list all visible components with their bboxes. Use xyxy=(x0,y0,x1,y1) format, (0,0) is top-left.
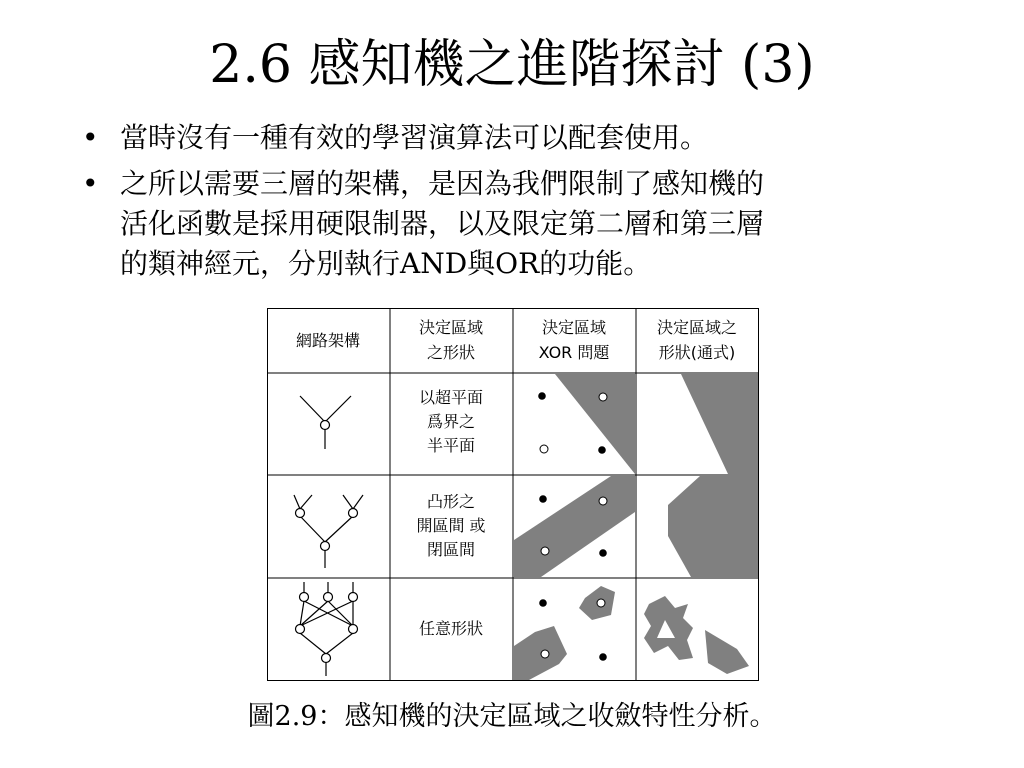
general-convex-region xyxy=(668,476,758,577)
header-general: 決定區域之 xyxy=(656,318,738,337)
bullet-item xyxy=(78,118,978,158)
header-xor: 決定區域 xyxy=(541,318,607,337)
decision-region-figure xyxy=(267,308,759,686)
header-region-shape: 之形狀 xyxy=(426,343,476,362)
bullet-dot-icon: • xyxy=(82,167,99,200)
two-layer-network-icon xyxy=(294,495,363,568)
header-region-shape: 決定區域 xyxy=(418,318,484,337)
xor-arbitrary-plot xyxy=(514,586,615,680)
shape-label: 開區間 或 xyxy=(416,516,486,535)
single-layer-network-icon xyxy=(300,396,351,449)
shape-label: 凸形之 xyxy=(426,492,476,511)
three-layer-network-icon xyxy=(296,582,358,676)
bullet-dot-icon: • xyxy=(82,121,99,154)
bullet-line: 活化函數是採用硬限制器，以及限定第二層和第三層 xyxy=(120,207,765,240)
shape-label: 以超平面 xyxy=(418,388,484,407)
shape-label: 任意形狀 xyxy=(418,619,484,638)
general-halfplane-region xyxy=(681,374,758,474)
bullet-item xyxy=(78,164,978,284)
slide-title: 2.6 感知機之進階探討 (3) xyxy=(209,35,815,95)
bullet-line: 當時沒有一種有效的學習演算法可以配套使用。 xyxy=(120,121,709,154)
bullet-list xyxy=(78,118,978,290)
bullet-line: 的類神經元，分別執行AND與OR的功能。 xyxy=(120,247,652,280)
shape-label: 半平面 xyxy=(426,436,476,455)
figure-caption: 圖2.9：感知機的決定區域之收斂特性分析。 xyxy=(247,701,777,732)
bullet-line: 之所以需要三層的架構，是因為我們限制了感知機的 xyxy=(120,167,765,200)
header-xor: XOR 問題 xyxy=(538,343,610,362)
shape-label: 閉區間 xyxy=(426,540,476,559)
xor-halfplane-plot xyxy=(538,374,635,474)
general-arbitrary-region xyxy=(644,596,749,674)
shape-label: 爲界之 xyxy=(426,412,476,431)
header-network: 網路架構 xyxy=(295,331,361,350)
decision-region-table xyxy=(267,308,759,682)
header-general: 形狀(通式) xyxy=(658,343,736,362)
xor-convex-plot xyxy=(514,476,635,577)
